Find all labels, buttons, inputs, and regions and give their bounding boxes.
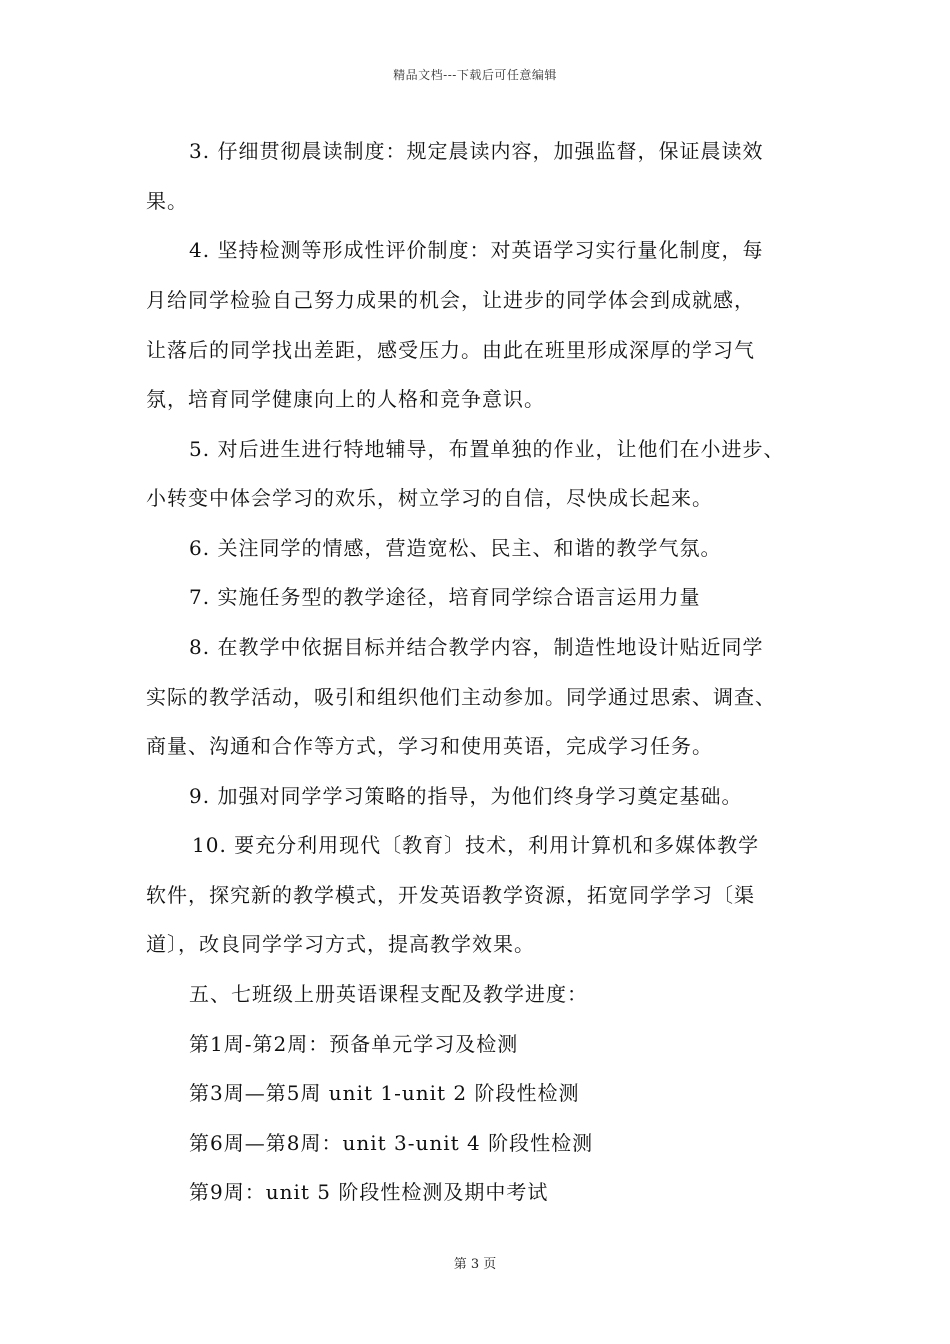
section-heading: 五、七班级上册英语课程支配及教学进度： — [189, 982, 588, 1006]
paragraph-line: 6. 关注同学的情感，营造宽松、民主、和谐的教学气氛。 — [189, 536, 722, 560]
paragraph-line: 商量、沟通和合作等方式，学习和使用英语，完成学习任务。 — [146, 734, 713, 758]
page-header: 精品文档---下载后可任意编辑 — [393, 68, 557, 82]
paragraph-line: 果。 — [146, 189, 188, 213]
paragraph-line: 3. 仔细贯彻晨读制度：规定晨读内容，加强监督，保证晨读效 — [189, 139, 764, 163]
paragraph-line: 软件，探究新的教学模式，开发英语教学资源，拓宽同学学习〔渠 — [146, 883, 755, 907]
paragraph-line: 8. 在教学中依据目标并结合教学内容，制造性地设计贴近同学 — [189, 635, 764, 659]
paragraph-line: 4. 坚持检测等形成性评价制度：对英语学习实行量化制度，每 — [189, 238, 764, 262]
schedule-item: 第9周：unit 5 阶段性检测及期中考试 — [189, 1180, 549, 1204]
paragraph-line: 让落后的同学找出差距，感受压力。由此在班里形成深厚的学习气 — [146, 338, 755, 362]
paragraph-line: 实际的教学活动，吸引和组织他们主动参加。同学通过思索、调查、 — [146, 685, 776, 709]
schedule-item: 第3周—第5周 unit 1-unit 2 阶段性检测 — [189, 1081, 580, 1105]
paragraph-line: 月给同学检验自己努力成果的机会，让进步的同学体会到成就感， — [146, 288, 755, 312]
schedule-item: 第6周—第8周：unit 3-unit 4 阶段性检测 — [189, 1131, 594, 1155]
paragraph-line: 道〕，改良同学学习方式，提高教学效果。 — [146, 932, 535, 956]
paragraph-line: 5. 对后进生进行特地辅导，布置单独的作业，让他们在小进步、 — [189, 437, 785, 461]
paragraph-line: 氛，培育同学健康向上的人格和竞争意识。 — [146, 387, 545, 411]
paragraph-line: 7. 实施任务型的教学途径，培育同学综合语言运用力量 — [189, 585, 701, 609]
schedule-item: 第1周-第2周：预备单元学习及检测 — [189, 1032, 519, 1056]
paragraph-line: 小转变中体会学习的欢乐，树立学习的自信，尽快成长起来。 — [146, 486, 713, 510]
paragraph-line: 9. 加强对同学学习策略的指导，为他们终身学习奠定基础。 — [189, 784, 743, 808]
paragraph-line: 10. 要充分利用现代〔教育〕技术，利用计算机和多媒体教学 — [192, 833, 760, 857]
page-number: 第 3 页 — [453, 1257, 497, 1272]
